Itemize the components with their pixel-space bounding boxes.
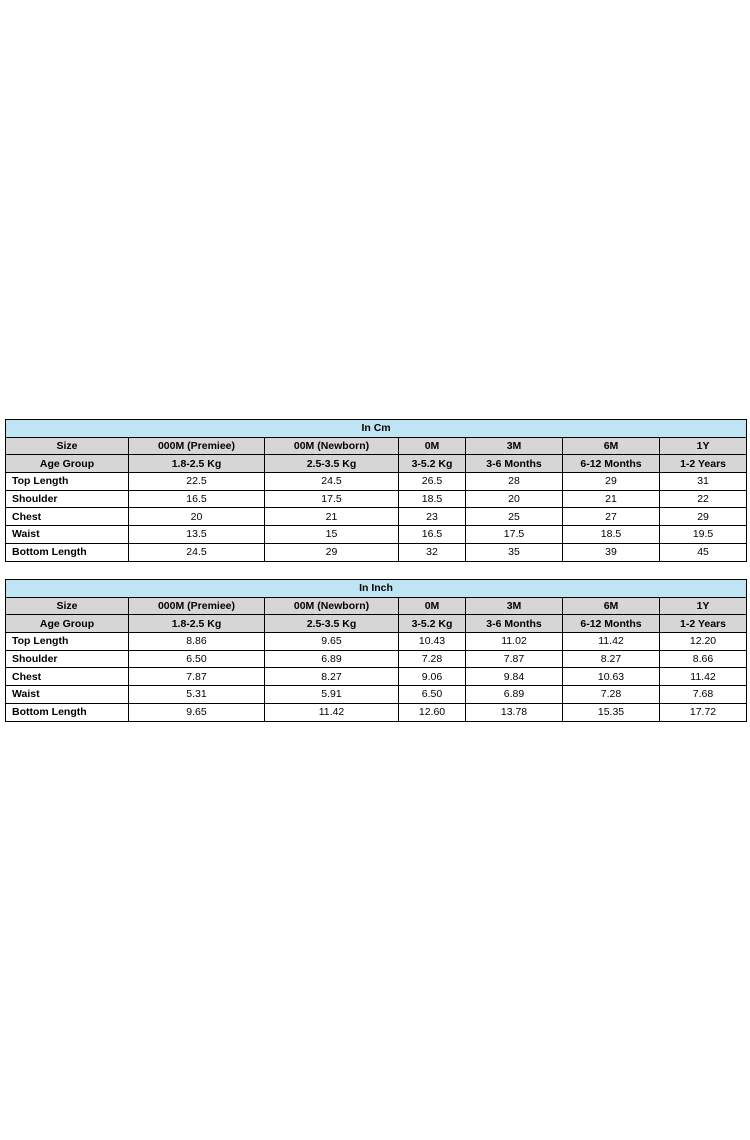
- table-cell: 11.02: [466, 633, 563, 651]
- table-cell: 23: [399, 508, 466, 526]
- table-cell: 8.66: [660, 650, 747, 668]
- table-title: In Inch: [6, 580, 747, 598]
- table-cell: 18.5: [399, 490, 466, 508]
- table-cell: 7.28: [563, 686, 660, 704]
- header-cell: 1-2 Years: [660, 455, 747, 473]
- table-cell: 7.28: [399, 650, 466, 668]
- table-cell: 16.5: [129, 490, 265, 508]
- header-cell: 3-5.2 Kg: [399, 455, 466, 473]
- table-cell: 29: [563, 473, 660, 491]
- size-header-row: [6, 437, 747, 455]
- table-cell: 17.5: [466, 526, 563, 544]
- header-cell: 3-5.2 Kg: [399, 615, 466, 633]
- table-cell: 17.5: [265, 490, 399, 508]
- row-label: Chest: [6, 668, 129, 686]
- table-cell: 12.20: [660, 633, 747, 651]
- table-cell: 7.87: [129, 668, 265, 686]
- table-cell: 25: [466, 508, 563, 526]
- header-cell: 2.5-3.5 Kg: [265, 455, 399, 473]
- table-cell: 13.78: [466, 703, 563, 721]
- row-label: Top Length: [6, 473, 129, 491]
- table-cell: 39: [563, 543, 660, 561]
- header-cell: 6-12 Months: [563, 455, 660, 473]
- table-cell: 8.27: [265, 668, 399, 686]
- table-cell: 6.89: [265, 650, 399, 668]
- header-cell: 1Y: [660, 437, 747, 455]
- table-row: [6, 543, 747, 561]
- row-label: Chest: [6, 508, 129, 526]
- table-cell: 21: [265, 508, 399, 526]
- header-cell: 1-2 Years: [660, 615, 747, 633]
- header-cell: Size: [6, 597, 129, 615]
- row-label: Waist: [6, 686, 129, 704]
- size-chart-inch-table: [5, 579, 747, 722]
- table-cell: 10.63: [563, 668, 660, 686]
- table-cell: 8.27: [563, 650, 660, 668]
- header-cell: 1.8-2.5 Kg: [129, 455, 265, 473]
- table-cell: 13.5: [129, 526, 265, 544]
- row-label: Bottom Length: [6, 703, 129, 721]
- table-cell: 31: [660, 473, 747, 491]
- header-cell: 1Y: [660, 597, 747, 615]
- table-cell: 11.42: [660, 668, 747, 686]
- table-cell: 32: [399, 543, 466, 561]
- table-cell: 15.35: [563, 703, 660, 721]
- table-cell: 26.5: [399, 473, 466, 491]
- table-cell: 15: [265, 526, 399, 544]
- header-cell: 0M: [399, 437, 466, 455]
- header-cell: 6-12 Months: [563, 615, 660, 633]
- table-row: [6, 508, 747, 526]
- table-cell: 28: [466, 473, 563, 491]
- table-cell: 6.50: [129, 650, 265, 668]
- table-row: [6, 686, 747, 704]
- table-cell: 8.86: [129, 633, 265, 651]
- table-cell: 9.84: [466, 668, 563, 686]
- table-cell: 24.5: [265, 473, 399, 491]
- table-cell: 5.31: [129, 686, 265, 704]
- header-cell: Age Group: [6, 455, 129, 473]
- table-cell: 6.89: [466, 686, 563, 704]
- table-cell: 22: [660, 490, 747, 508]
- table-cell: 11.42: [563, 633, 660, 651]
- table-title: In Cm: [6, 420, 747, 438]
- table-cell: 22.5: [129, 473, 265, 491]
- table-cell: 20: [129, 508, 265, 526]
- row-label: Shoulder: [6, 490, 129, 508]
- row-label: Waist: [6, 526, 129, 544]
- header-cell: 000M (Premiee): [129, 597, 265, 615]
- header-cell: 2.5-3.5 Kg: [265, 615, 399, 633]
- table-title-row: [6, 420, 747, 438]
- row-label: Shoulder: [6, 650, 129, 668]
- age-group-row: [6, 455, 747, 473]
- table-cell: 12.60: [399, 703, 466, 721]
- table-cell: 7.68: [660, 686, 747, 704]
- header-cell: 00M (Newborn): [265, 597, 399, 615]
- table-row: [6, 633, 747, 651]
- table-row: [6, 668, 747, 686]
- table-cell: 10.43: [399, 633, 466, 651]
- header-cell: 3-6 Months: [466, 615, 563, 633]
- table-cell: 35: [466, 543, 563, 561]
- header-cell: 3M: [466, 597, 563, 615]
- table-cell: 17.72: [660, 703, 747, 721]
- table-cell: 9.65: [129, 703, 265, 721]
- table-row: [6, 703, 747, 721]
- table-row: [6, 650, 747, 668]
- size-chart-cm-table: [5, 419, 747, 562]
- table-cell: 9.06: [399, 668, 466, 686]
- header-cell: 1.8-2.5 Kg: [129, 615, 265, 633]
- table-row: [6, 490, 747, 508]
- table-cell: 29: [660, 508, 747, 526]
- header-cell: 3M: [466, 437, 563, 455]
- row-label: Bottom Length: [6, 543, 129, 561]
- table-cell: 9.65: [265, 633, 399, 651]
- header-cell: 6M: [563, 597, 660, 615]
- header-cell: Age Group: [6, 615, 129, 633]
- table-cell: 11.42: [265, 703, 399, 721]
- table-cell: 18.5: [563, 526, 660, 544]
- table-cell: 19.5: [660, 526, 747, 544]
- table-cell: 16.5: [399, 526, 466, 544]
- table-cell: 45: [660, 543, 747, 561]
- table-cell: 27: [563, 508, 660, 526]
- table-row: [6, 473, 747, 491]
- table-cell: 21: [563, 490, 660, 508]
- table-title-row: [6, 580, 747, 598]
- header-cell: 00M (Newborn): [265, 437, 399, 455]
- size-header-row: [6, 597, 747, 615]
- header-cell: 0M: [399, 597, 466, 615]
- table-cell: 6.50: [399, 686, 466, 704]
- table-cell: 20: [466, 490, 563, 508]
- header-cell: 6M: [563, 437, 660, 455]
- table-cell: 24.5: [129, 543, 265, 561]
- age-group-row: [6, 615, 747, 633]
- header-cell: Size: [6, 437, 129, 455]
- header-cell: 3-6 Months: [466, 455, 563, 473]
- table-cell: 5.91: [265, 686, 399, 704]
- table-cell: 29: [265, 543, 399, 561]
- header-cell: 000M (Premiee): [129, 437, 265, 455]
- table-row: [6, 526, 747, 544]
- table-cell: 7.87: [466, 650, 563, 668]
- row-label: Top Length: [6, 633, 129, 651]
